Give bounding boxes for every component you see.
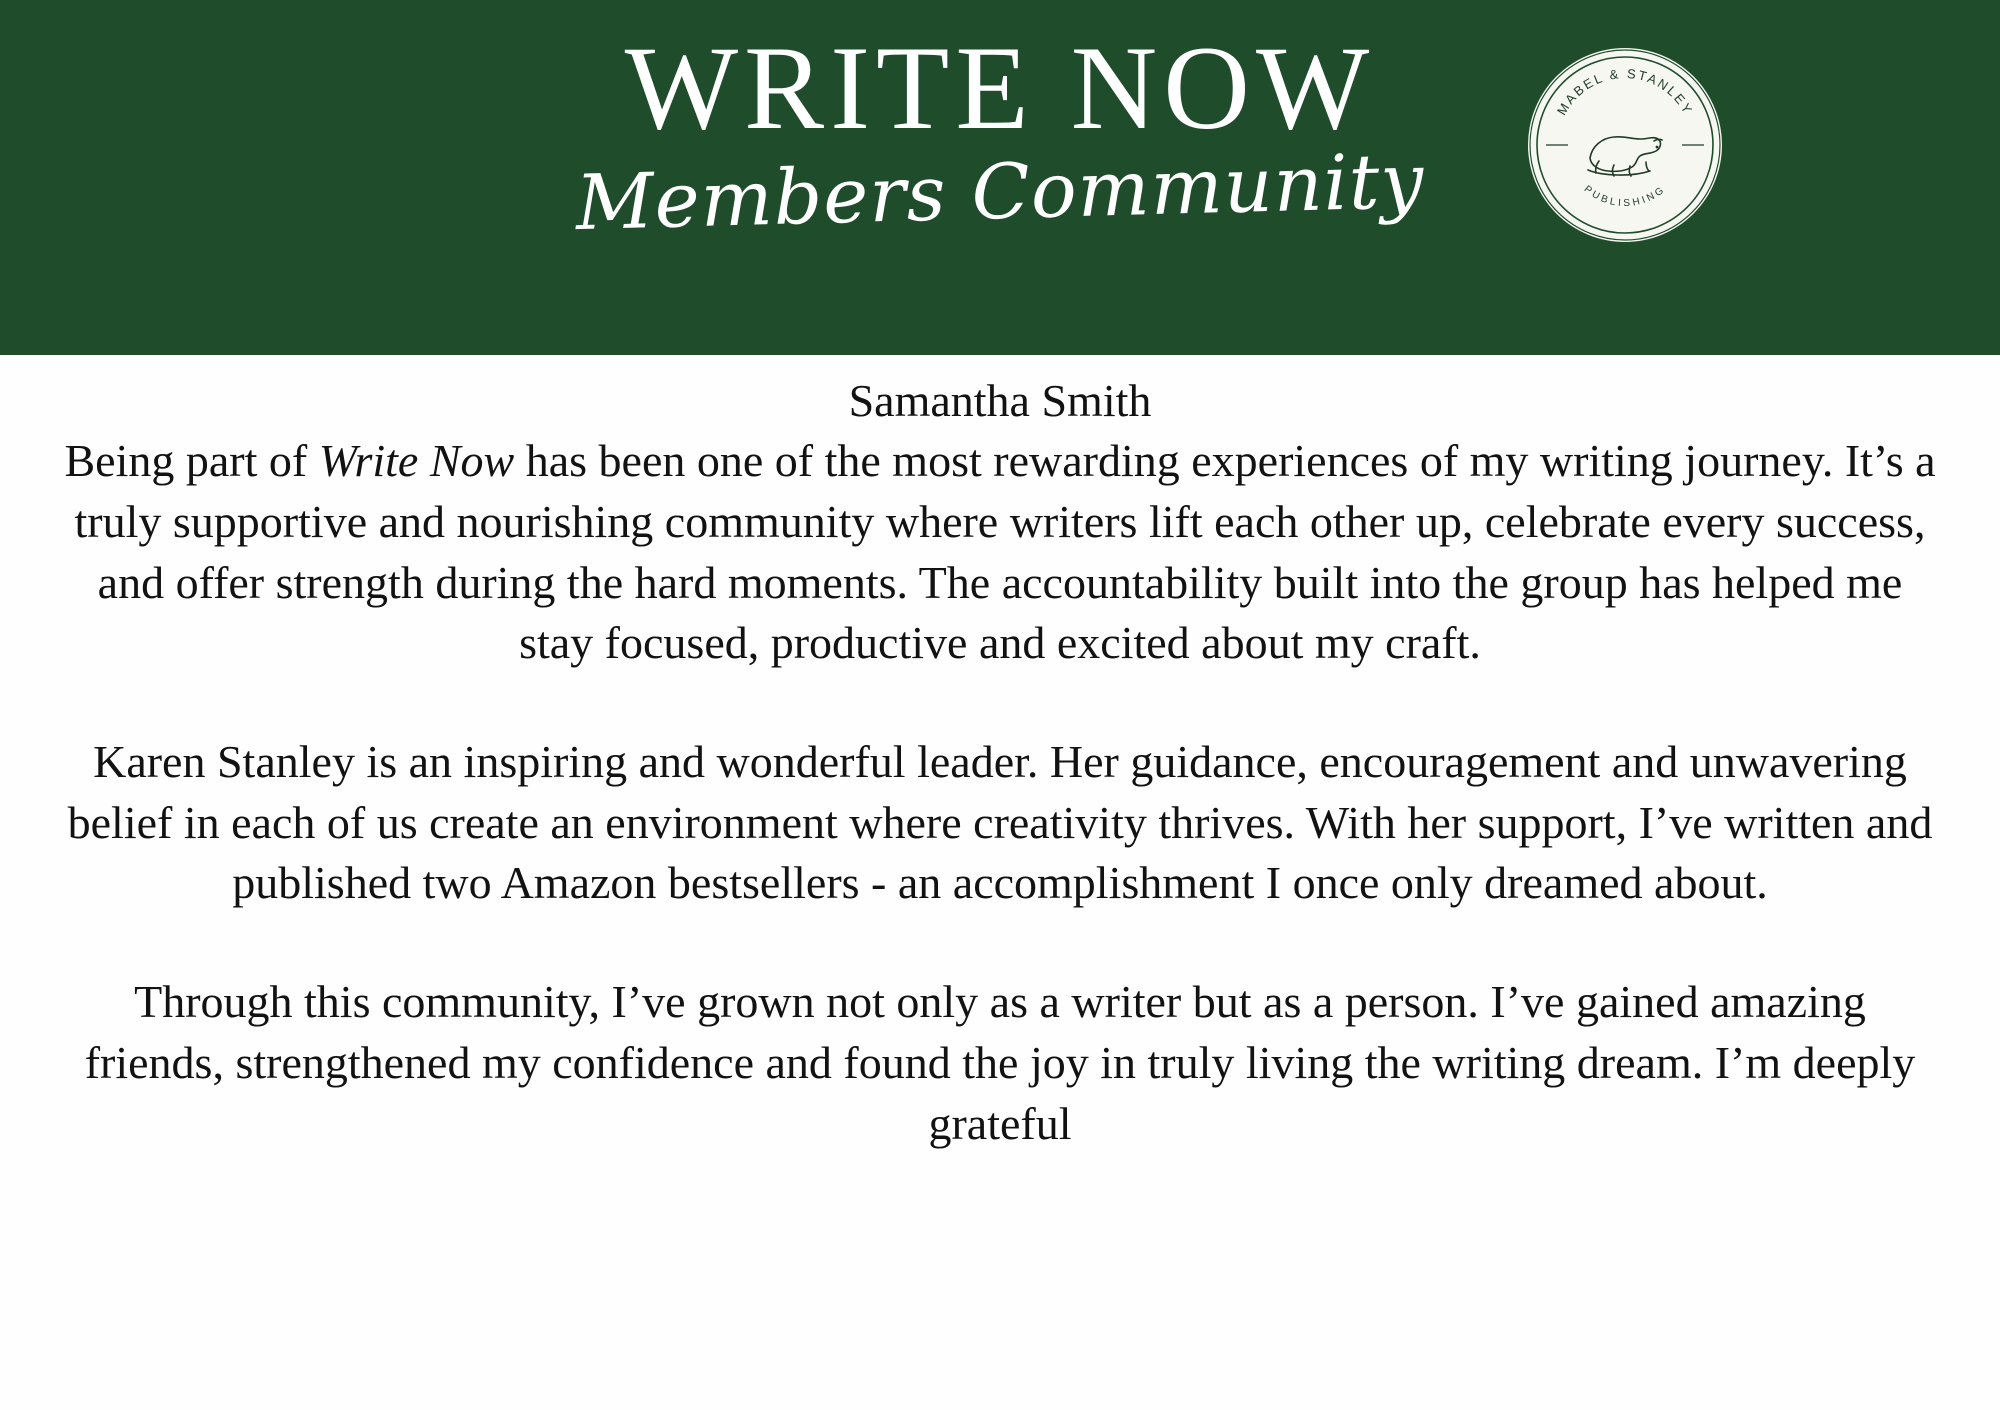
header-banner	[0, 0, 2000, 355]
testimonial-body	[0, 355, 2000, 1410]
page-subtitle: Members Community	[574, 135, 1426, 248]
paragraph-spacer-2	[58, 914, 1942, 972]
testimonial-paragraph-3: Through this community, I’ve grown not only as a writer but as a person. I’ve gained amazing friends, strengthened my confidence and found the joy in truly living the writing dream. I’m deeply grateful	[84, 976, 1916, 1149]
brand-logo	[1528, 48, 1722, 242]
testimonial-paragraph-2: Karen Stanley is an inspiring and wonderful leader. Her guidance, encouragement and unwavering belief in each of us create an environment where creativity thrives. With her support, I’ve written and published two Amazon bestsellers - an accomplishment I once only dreamed about.	[67, 735, 1933, 909]
svg-text:PUBLISHING: PUBLISHING	[1581, 183, 1669, 210]
program-name-italic: Write Now	[318, 435, 515, 487]
paragraph-1-rest-text: has been one of the most rewarding experiences of my writing journey. It’s a truly supportive and nourishing community where writers lift each other up, celebrate every success, and offer strength during the hard moments. The accountability built into the group has helped me stay focused, productive and excited about my craft.	[74, 435, 1936, 669]
paragraph-spacer-1	[58, 674, 1942, 732]
svg-text:MABEL & STANLEY: MABEL & STANLEY	[1553, 65, 1697, 118]
page-title: WRITE NOW	[624, 21, 1376, 154]
paragraph-1-lead-text: Being part of	[64, 435, 319, 487]
testimonial-paragraph-1	[58, 431, 1942, 674]
author-name: Samantha Smith	[848, 375, 1152, 426]
logo-graphic	[1528, 48, 1722, 242]
